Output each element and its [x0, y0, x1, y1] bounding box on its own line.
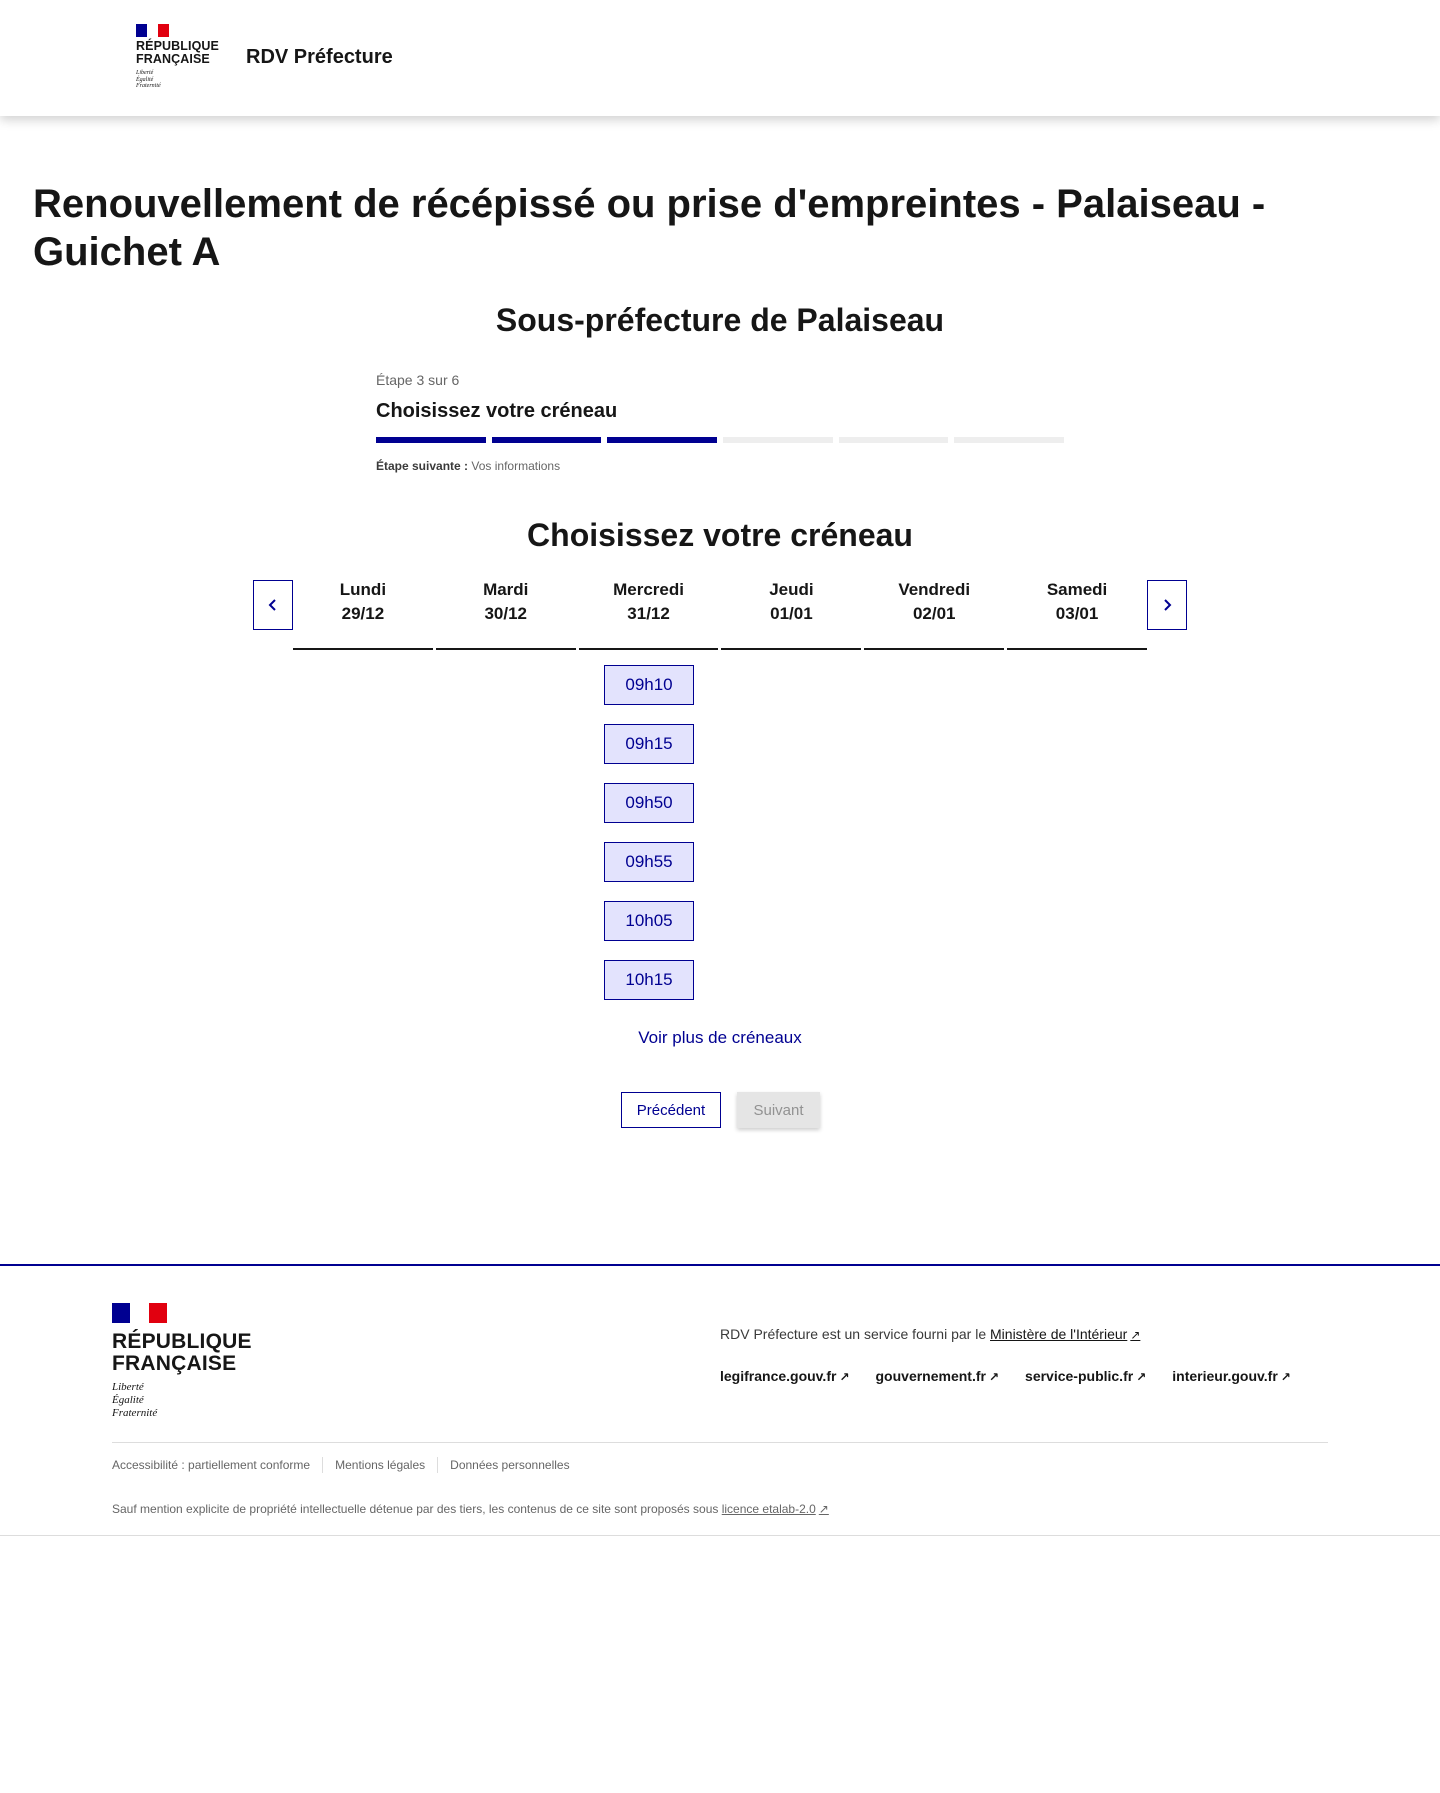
day-date: 29/12 — [341, 604, 385, 623]
day-name: Jeudi — [769, 580, 814, 599]
page-title: Renouvellement de récépissé ou prise d'empreintes - Palaiseau - Guichet A — [33, 182, 1266, 274]
day-name: Lundi — [339, 580, 387, 599]
time-slot-button[interactable]: 09h50 — [604, 783, 694, 823]
step-segment — [492, 437, 602, 443]
calendar-title: Choisissez votre créneau — [527, 517, 913, 553]
external-link-icon: ↗ — [988, 1370, 1000, 1384]
ministry-link[interactable]: Ministère de l'Intérieur ↗ — [990, 1326, 1141, 1342]
day-column — [436, 578, 576, 650]
step-segment — [376, 437, 486, 443]
footer-logo-motto: Liberté Égalité Fraternité — [112, 1381, 158, 1419]
external-link-icon: ↗ — [1136, 1370, 1147, 1384]
external-link-icon: ↗ — [1130, 1328, 1141, 1342]
logo-motto: Liberté Égalité Fraternité — [136, 70, 161, 89]
day-name: Mercredi — [613, 580, 684, 599]
step-segment — [607, 437, 717, 443]
day-column — [864, 578, 1004, 650]
footer-top-border — [0, 1264, 1440, 1266]
next-days-button[interactable] — [1147, 580, 1187, 630]
footer-links — [720, 1368, 1291, 1384]
day-date: 31/12 — [627, 604, 670, 623]
license-text: Sauf mention explicite de propriété intellectuelle détenue par des tiers, les contenus de ce site sont proposés sous — [112, 1502, 719, 1516]
footer-logo-text: RÉPUBLIQUE FRANÇAISE — [112, 1330, 252, 1375]
previous-button[interactable]: Précédent — [621, 1092, 721, 1128]
footer-republique-francaise-logo[interactable] — [112, 1303, 252, 1420]
legal-notice-link[interactable]: Mentions légales — [335, 1458, 426, 1472]
day-column — [721, 578, 861, 650]
previous-days-button[interactable] — [253, 580, 293, 630]
day-column — [1007, 578, 1147, 650]
footer-license — [112, 1502, 829, 1516]
day-date: 01/01 — [770, 604, 813, 623]
step-segment — [839, 437, 949, 443]
site-header — [0, 0, 1440, 116]
step-count: Étape 3 sur 6 — [376, 372, 460, 388]
day-date: 03/01 — [1055, 604, 1099, 623]
footer-bottom-links — [112, 1457, 570, 1473]
next-step — [376, 459, 1064, 473]
footer-separator — [437, 1457, 438, 1473]
footer-bottom-border — [0, 1535, 1440, 1536]
external-link-icon: ↗ — [1280, 1370, 1291, 1384]
time-slot-button[interactable]: 09h10 — [604, 665, 694, 705]
stepper — [376, 372, 1064, 473]
external-link-icon: ↗ — [839, 1370, 850, 1384]
next-step-value: Vos informations — [471, 459, 561, 473]
time-slot-button[interactable]: 09h15 — [604, 724, 694, 764]
step-progress-bar — [376, 437, 1064, 443]
site-name[interactable]: RDV Préfecture — [246, 46, 393, 68]
step-segment — [954, 437, 1064, 443]
day-column — [293, 578, 433, 650]
footer-separator — [322, 1457, 323, 1473]
time-slot-button[interactable]: 10h05 — [604, 901, 694, 941]
next-button[interactable]: Suivant — [737, 1092, 820, 1128]
chevron-right-icon — [1161, 598, 1173, 612]
time-slot-button[interactable]: 10h15 — [604, 960, 694, 1000]
republique-francaise-logo[interactable] — [136, 24, 219, 90]
day-columns — [293, 578, 1147, 650]
accessibility-link[interactable]: Accessibilité : partiellement conforme — [112, 1458, 311, 1472]
flag-icon — [136, 24, 169, 37]
day-column — [579, 578, 719, 650]
logo-text: RÉPUBLIQUE FRANÇAISE — [136, 39, 219, 66]
day-name: Vendredi — [898, 580, 971, 599]
day-date: 02/01 — [912, 604, 956, 623]
page-subtitle: Sous-préfecture de Palaiseau — [495, 302, 945, 338]
day-date: 30/12 — [484, 604, 528, 623]
time-slot-button[interactable]: 09h55 — [604, 842, 694, 882]
chevron-left-icon — [267, 598, 279, 612]
next-step-label: Étape suivante : — [376, 459, 469, 473]
personal-data-link[interactable]: Données personnelles — [450, 1458, 570, 1472]
footer-link-interieur[interactable]: interieur.gouv.fr ↗ — [1172, 1368, 1291, 1384]
external-link-icon: ↗ — [818, 1502, 829, 1516]
day-name: Samedi — [1046, 580, 1108, 599]
flag-icon — [112, 1303, 167, 1323]
more-slots-link[interactable]: Voir plus de créneaux — [638, 1028, 802, 1047]
footer-link-service-public[interactable]: service-public.fr ↗ — [1025, 1368, 1147, 1384]
footer-description-text: RDV Préfecture est un service fourni par le — [720, 1326, 987, 1342]
step-title: Choisissez votre créneau — [376, 400, 618, 422]
footer-divider — [112, 1442, 1328, 1443]
day-name: Mardi — [483, 580, 529, 599]
footer-link-gouvernement[interactable]: gouvernement.fr ↗ — [875, 1368, 1000, 1384]
footer-link-legifrance[interactable]: legifrance.gouv.fr ↗ — [720, 1368, 850, 1384]
license-link[interactable]: licence etalab-2.0 ↗ — [721, 1502, 829, 1516]
footer-description — [720, 1326, 1140, 1342]
step-segment — [723, 437, 833, 443]
